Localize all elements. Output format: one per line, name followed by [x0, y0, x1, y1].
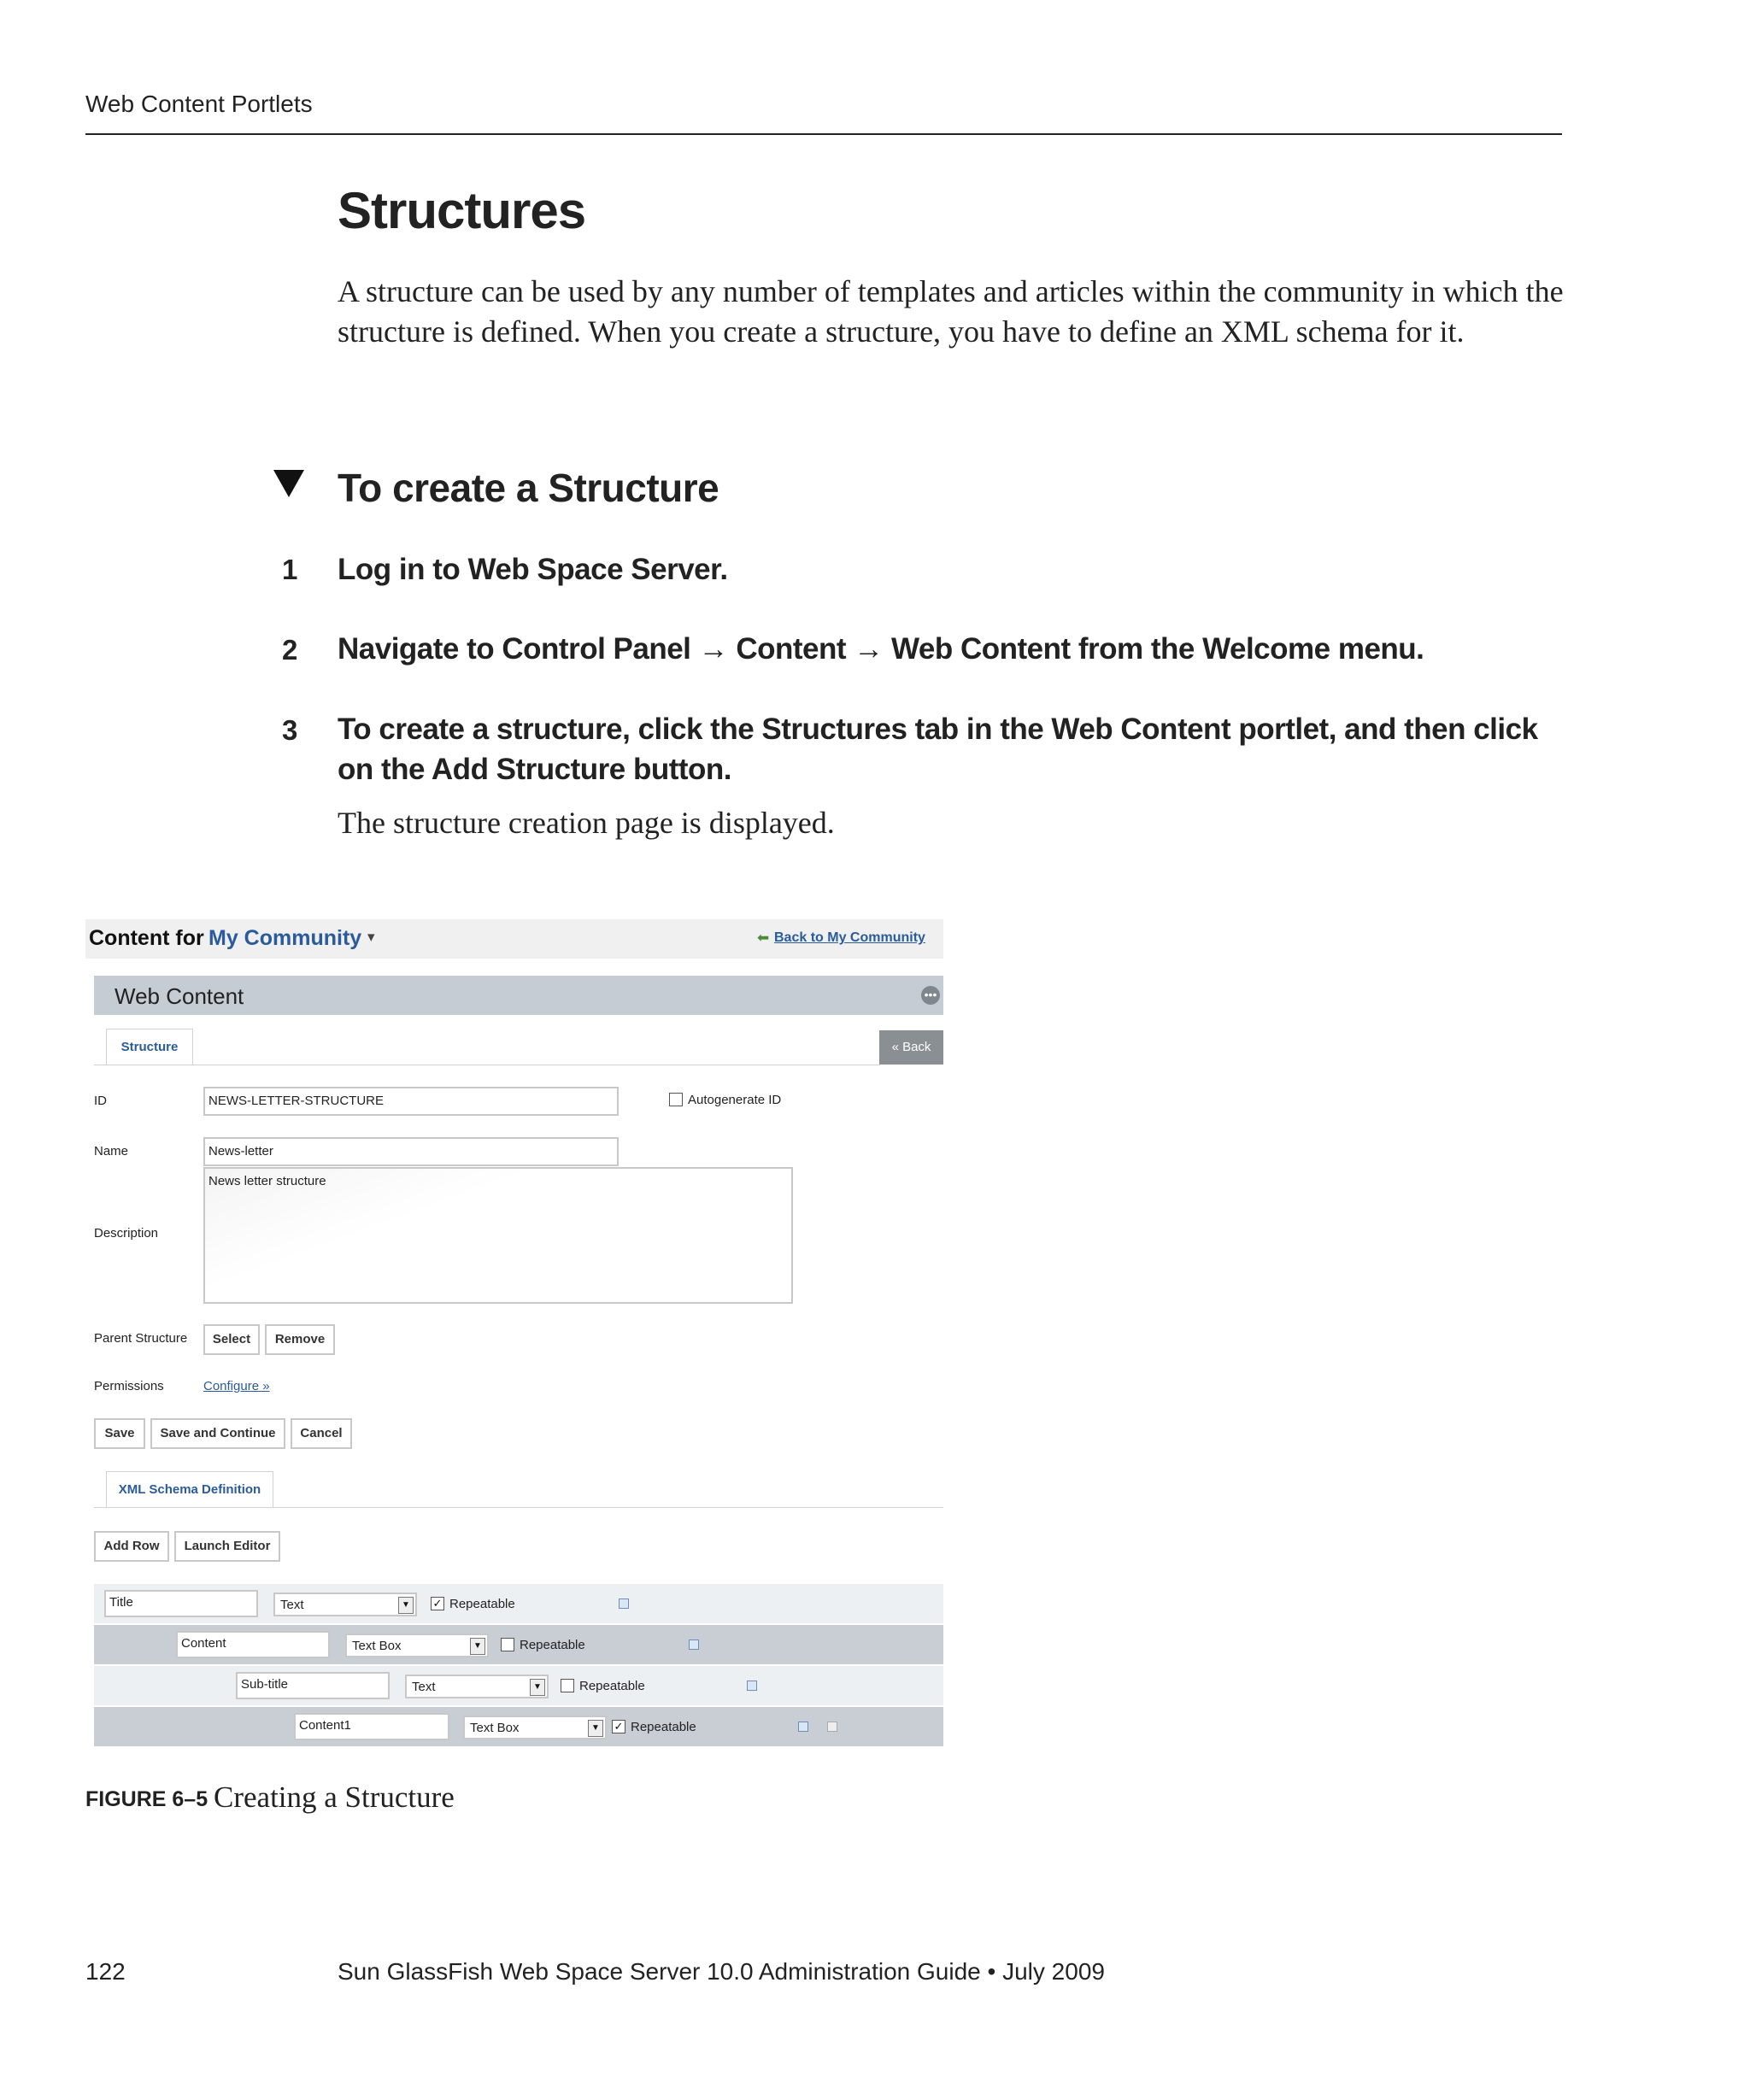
save-and-continue-button[interactable]: Save and Continue	[150, 1418, 285, 1449]
field-type-select[interactable]	[273, 1593, 417, 1616]
schema-row	[94, 1666, 943, 1705]
add-child-icon[interactable]	[619, 1598, 629, 1609]
parent-structure-label: Parent Structure	[94, 1331, 188, 1346]
repeatable-checkbox[interactable]: ✓	[612, 1720, 625, 1733]
field-name-input[interactable]: Sub-title	[236, 1672, 390, 1699]
autogenerate-label: Autogenerate ID	[688, 1093, 782, 1107]
back-button[interactable]: « Back	[879, 1030, 943, 1065]
repeatable-checkbox[interactable]	[561, 1679, 574, 1692]
name-field[interactable]: News-letter	[203, 1137, 619, 1166]
tab-structure[interactable]: Structure	[106, 1029, 193, 1065]
tab-divider	[94, 1507, 943, 1508]
name-label: Name	[94, 1144, 129, 1159]
content-for-label: Content for	[89, 926, 204, 950]
field-type-select[interactable]	[345, 1634, 489, 1657]
repeatable-checkbox[interactable]	[501, 1638, 514, 1651]
back-arrow-icon: ⬅	[757, 930, 770, 946]
field-name-input[interactable]: Content	[176, 1631, 330, 1658]
repeatable-label: Repeatable	[631, 1720, 696, 1734]
chevron-down-icon[interactable]: ▼	[588, 1720, 603, 1737]
step-text: Navigate to Control Panel → Content → Web Content from the Welcome menu.	[338, 632, 1424, 666]
chevron-down-icon[interactable]: ▼	[530, 1679, 545, 1696]
procedure-title: To create a Structure	[338, 466, 719, 510]
launch-editor-button[interactable]: Launch Editor	[174, 1531, 280, 1562]
id-label: ID	[94, 1094, 107, 1108]
portlet-title: Web Content	[115, 983, 244, 1009]
remove-button[interactable]: Remove	[265, 1324, 335, 1355]
content-for-bar	[85, 919, 943, 959]
field-type-value: Text	[280, 1598, 304, 1612]
schema-row	[94, 1625, 943, 1664]
add-row-button[interactable]: Add Row	[94, 1531, 169, 1562]
chevron-down-icon[interactable]: ▼	[398, 1597, 414, 1614]
running-header: Web Content Portlets	[85, 91, 313, 117]
schema-row	[94, 1584, 943, 1623]
field-name-input[interactable]: Content1	[294, 1713, 449, 1740]
step-number: 3	[282, 714, 298, 746]
chevron-down-icon[interactable]: ▼	[470, 1638, 485, 1655]
description-textarea[interactable]: News letter structure	[203, 1167, 793, 1304]
page-number: 122	[85, 1958, 126, 1985]
autogenerate-checkbox[interactable]	[669, 1093, 683, 1106]
repeatable-label: Repeatable	[579, 1679, 645, 1693]
section-intro: A structure can be used by any number of templates and articles within the community in which the structure is defined. When you create a structure, you have to define an XML schema for it.	[338, 274, 1564, 349]
step-number: 1	[282, 554, 298, 585]
figure-label: FIGURE 6–5	[85, 1787, 208, 1811]
field-type-value: Text Box	[352, 1639, 402, 1653]
add-child-icon[interactable]	[798, 1722, 808, 1732]
back-to-community-link[interactable]: Back to My Community	[774, 930, 925, 945]
id-field[interactable]: NEWS-LETTER-STRUCTURE	[203, 1087, 619, 1116]
step-number: 2	[282, 634, 298, 666]
description-label: Description	[94, 1226, 159, 1241]
cancel-button[interactable]: Cancel	[291, 1418, 352, 1449]
procedure-triangle-icon	[273, 470, 304, 497]
field-name-input[interactable]: Title	[104, 1590, 258, 1617]
repeatable-label: Repeatable	[520, 1638, 585, 1652]
community-selector[interactable]: My Community	[208, 926, 362, 950]
repeatable-checkbox[interactable]: ✓	[431, 1597, 444, 1610]
field-type-select[interactable]	[405, 1675, 549, 1698]
repeatable-label: Repeatable	[449, 1597, 515, 1611]
field-type-select[interactable]	[463, 1716, 607, 1739]
tab-xml-schema-definition[interactable]: XML Schema Definition	[106, 1471, 273, 1508]
section-title: Structures	[338, 182, 586, 239]
add-child-icon[interactable]	[689, 1640, 699, 1650]
select-button[interactable]: Select	[203, 1324, 260, 1355]
field-type-value: Text Box	[470, 1721, 520, 1735]
add-child-icon[interactable]	[747, 1681, 757, 1691]
schema-row	[94, 1707, 943, 1746]
portlet-title-bar	[94, 976, 943, 1015]
book-title: Sun GlassFish Web Space Server 10.0 Administration Guide • July 2009	[338, 1958, 1105, 1985]
step-text: Log in to Web Space Server.	[338, 553, 728, 586]
permissions-label: Permissions	[94, 1379, 164, 1393]
configure-link[interactable]: Configure »	[203, 1379, 270, 1393]
figure-caption: Creating a Structure	[214, 1780, 455, 1814]
save-button[interactable]: Save	[94, 1418, 145, 1449]
header-rule	[85, 133, 1562, 135]
field-type-value: Text	[412, 1680, 436, 1694]
figure-screenshot	[85, 919, 943, 1748]
step-text: To create a structure, click the Structures tab in the Web Content portlet, and then click on the Add Structure button.	[338, 713, 1538, 786]
remove-row-icon[interactable]	[827, 1722, 837, 1732]
step-result-text: The structure creation page is displayed.	[338, 806, 835, 840]
portlet-options-icon[interactable]: •••	[921, 986, 940, 1005]
chevron-down-icon[interactable]: ▾	[367, 929, 375, 945]
